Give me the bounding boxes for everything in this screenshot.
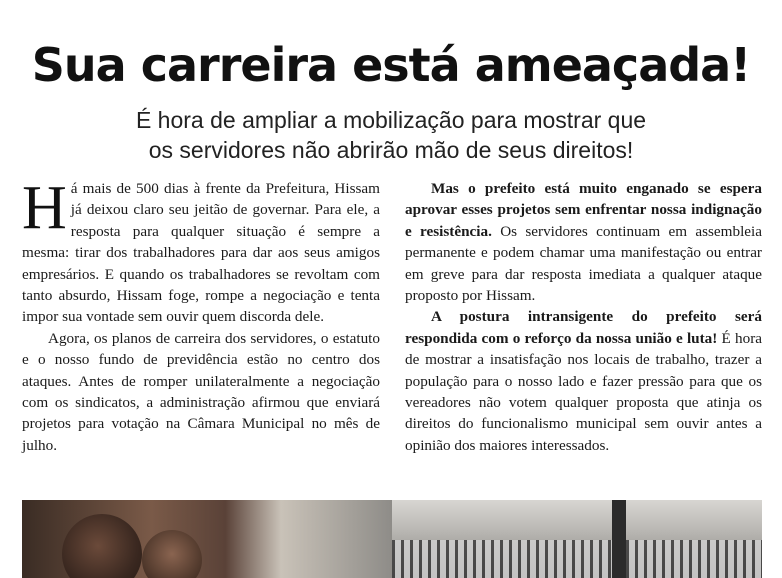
photo-pole [612, 500, 626, 578]
paragraph-1 [22, 174, 380, 328]
photo-person-silhouette-2 [142, 530, 202, 578]
photo-right-panel [392, 500, 762, 578]
photo-left-panel [22, 500, 392, 578]
paragraph-4-bold: A postura intransigente do prefeito será respondida com o reforço da nossa união e luta! [405, 308, 762, 347]
subheadline-line-1: É hora de ampliar a mobilização para mostrar que [135, 107, 647, 133]
article-column-right [405, 178, 762, 456]
article-column-left [22, 174, 380, 456]
paragraph-3 [405, 178, 762, 306]
drop-cap: H [22, 174, 67, 242]
photo-person-silhouette [62, 514, 142, 578]
headline: Sua carreira está ameaçada! [31, 38, 751, 92]
paragraph-2: Agora, os planos de carreira dos servidores, o estatuto e o nosso fundo de previdência estão no centro dos ataques. Antes de romper unilateralmente a negociação com os sindicatos, a administração afirmou que enviará projetos para votação na Câmara Municipal no mês de julho. [22, 329, 380, 454]
paragraph-3-bold: Mas o prefeito está muito enganado se espera aprovar esses projetos sem enfrentar nossa indignação e resistência. [405, 180, 762, 240]
paragraph-1-text: á mais de 500 dias à frente da Prefeitura, Hissam já deixou claro seu jeitão de governar. Para ele, a resposta para qualquer situação é sempre a mesma: tirar dos trabalhadores para dar aos seus amigos empresários. E quando os trabalhadores se revoltam com tanto absurdo, Hissam foge, rompe a negociação e tenta impor sua vontade sem ouvir quem discorda dele. [22, 180, 380, 326]
paragraph-4-text: É hora de mostrar a insatisfação nos locais de trabalho, trazer a população para o nosso lado e fazer pressão para que os vereadores não votem qualquer proposta que atinja os direitos do funcionalismo municipal sem ouvir antes a opinião dos maiores interessados. [405, 329, 762, 454]
subheadline [0, 105, 782, 165]
photo-railing [392, 540, 762, 578]
subheadline-line-2: os servidores não abrirão mão de seus direitos! [148, 137, 634, 163]
paragraph-3-text: Os servidores continuam em assembleia permanente e podem chamar uma manifestação ou entrar em greve para dar resposta imediata a qualquer ataque proposto por Hissam. [405, 222, 762, 305]
article-photo [22, 500, 762, 578]
paragraph-4 [405, 306, 762, 456]
